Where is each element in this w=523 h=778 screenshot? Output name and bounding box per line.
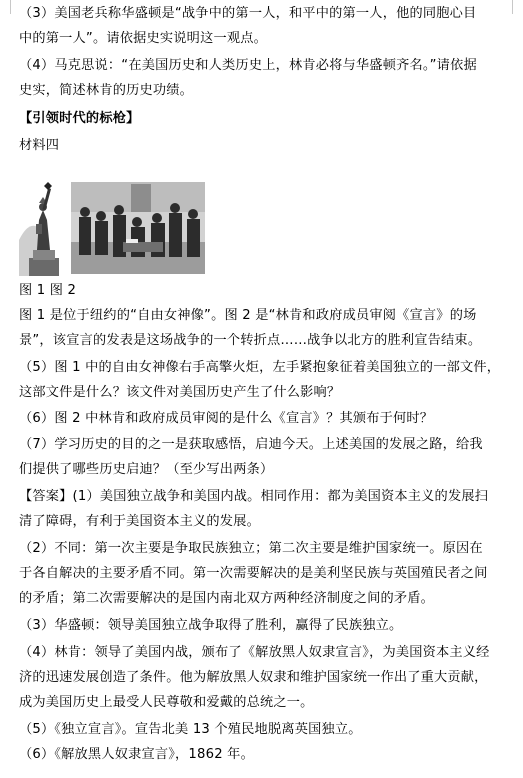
answer-2-line-3: 的矛盾；第二次需要解决的是国内南北双方两种经济制度之间的矛盾。	[19, 591, 435, 606]
lincoln-cabinet-image	[71, 182, 205, 274]
page-corner-mark-right	[512, 0, 523, 14]
section-heading: 【引领时代的标枪】	[19, 111, 140, 126]
answer-2-line-2: 于各自解决的主要矛盾不同。第一次需要解决的是美利坚民族与英国殖民者之间	[19, 566, 488, 581]
answer-1-line-1: 【答案】(1）美国独立战争和美国内战。相同作用：都为美国资本主义的发展扫	[19, 489, 489, 504]
question-6: （6）图 2 中林肯和政府成员审阅的是什么《宣言》？其颁布于何时？	[19, 411, 434, 426]
question-7-line-1: （7）学习历史的目的之一是获取感悟，启迪今天。上述美国的发展之路，给我	[19, 437, 483, 452]
material-desc-line-2: 景”，该宣言的发表是这场战争的一个转折点……战争以北方的胜利宣告结束。	[19, 333, 482, 348]
material-four-label: 材料四	[19, 138, 60, 153]
question-4-line-2: 史实，简述林肯的历史功绩。	[19, 83, 194, 98]
answer-6: （6）《解放黑人奴隶宣言》，1862 年。	[19, 747, 254, 762]
answer-4-line-1: （4）林肯：领导了美国内战，颁布了《解放黑人奴隶宣言》，为美国资本主义经	[19, 645, 490, 660]
answer-4-line-2: 济的迅速发展创造了条件。他为解放黑人奴隶和维护国家统一作出了重大贡献，	[19, 670, 488, 685]
question-5-line-1: （5）图 1 中的自由女神像右手高擎火炬，左手紧抱象征着美国独立的一部文件，	[19, 360, 501, 375]
answer-1-line-2: 清了障碍，有利于美国资本主义的发展。	[19, 514, 260, 529]
figure-captions: 图 1 图 2	[19, 283, 77, 298]
answer-5: （5）《独立宣言》。宣告北美 13 个殖民地脱离英国独立。	[19, 722, 362, 737]
question-4-line-1: （4）马克思说：“在美国历史和人类历史上，林肯必将与华盛顿齐名。”请依据	[19, 58, 477, 73]
question-3-line-1: （3）美国老兵称华盛顿是“战争中的第一人，和平中的第一人，他的同胞心目	[19, 6, 477, 21]
statue-of-liberty-image	[19, 180, 67, 276]
answer-4-line-3: 成为美国历史上最受人民尊敬和爱戴的总统之一。	[19, 695, 314, 710]
question-5-line-2: 这部文件是什么？该文件对美国历史产生了什么影响？	[19, 385, 341, 400]
answer-2-line-1: （2）不同：第一次主要是争取民族独立；第二次主要是维护国家统一。原因在	[19, 541, 483, 556]
material-desc-line-1: 图 1 是位于纽约的“自由女神像”。图 2 是“林肯和政府成员审阅《宣言》的场	[19, 308, 477, 323]
page-corner-mark-left	[0, 0, 11, 14]
answer-3: （3）华盛顿：领导美国独立战争取得了胜利，赢得了民族独立。	[19, 618, 403, 633]
question-3-line-2: 中的第一人”。请依据史实说明这一观点。	[19, 31, 268, 46]
question-7-line-2: 们提供了哪些历史启迪？（至少写出两条）	[19, 462, 274, 477]
